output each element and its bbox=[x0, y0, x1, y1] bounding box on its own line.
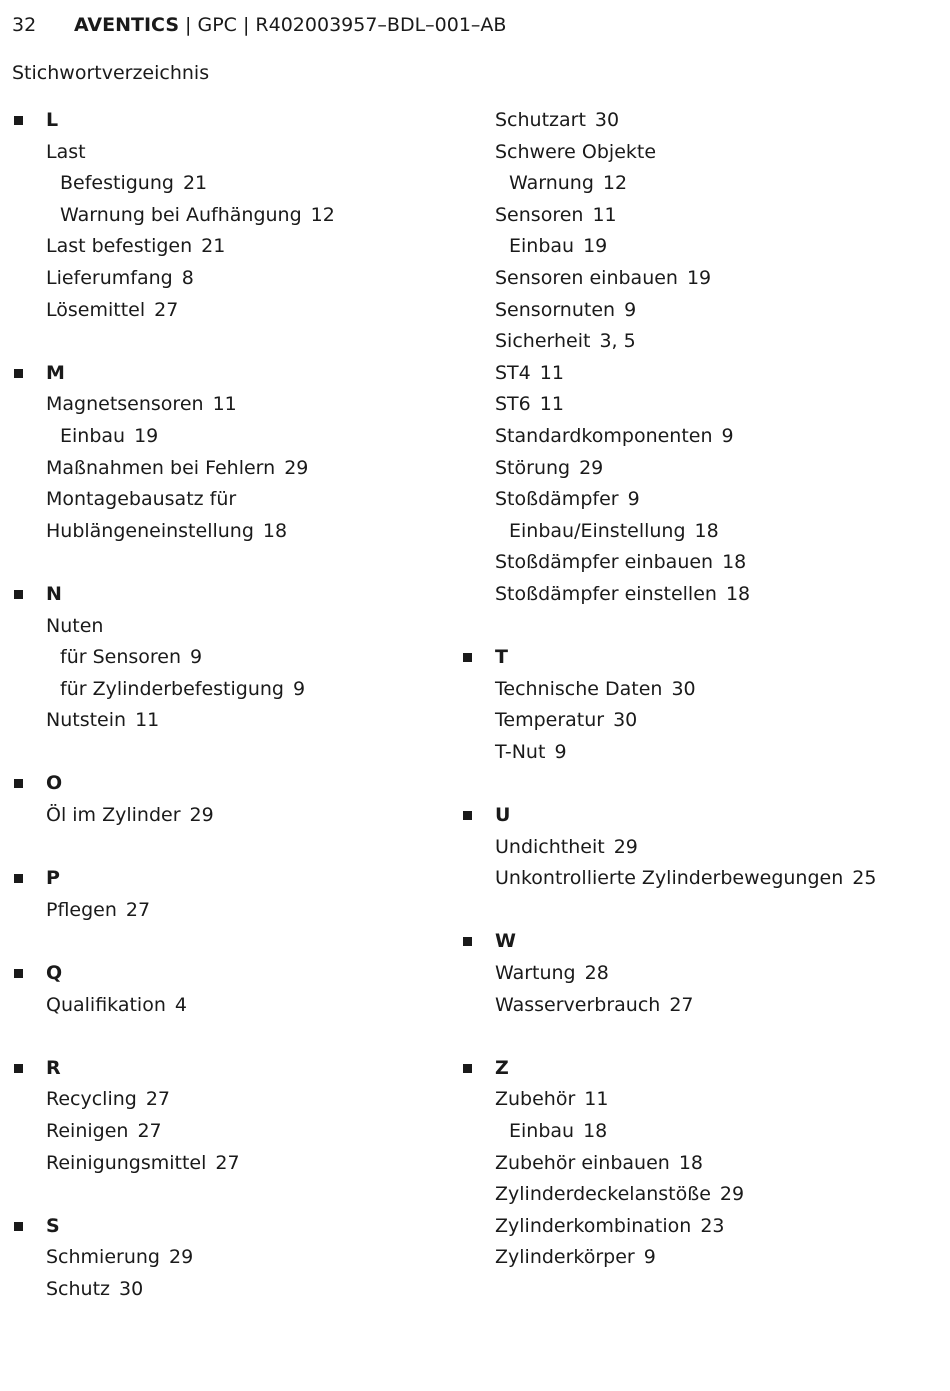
index-entry bbox=[461, 832, 931, 864]
index-page-ref: 18 bbox=[583, 1120, 608, 1142]
index-page-ref: 18 bbox=[262, 519, 288, 542]
index-page-ref: 9 bbox=[721, 424, 734, 447]
square-bullet-icon bbox=[463, 937, 472, 946]
index-entry bbox=[12, 516, 442, 548]
index-term: Last befestigen bbox=[46, 235, 193, 258]
index-term: Nutstein bbox=[46, 709, 127, 732]
index-entry bbox=[461, 737, 931, 769]
index-term: Technische Daten bbox=[495, 677, 663, 700]
index-page-ref: 11 bbox=[592, 203, 617, 226]
index-page-ref: 9 bbox=[190, 646, 203, 669]
index-page-ref: 12 bbox=[602, 172, 628, 195]
index-term: Schwere Objekte bbox=[495, 140, 657, 163]
index-term: Temperatur bbox=[495, 709, 605, 732]
index-page-ref: 27 bbox=[137, 1120, 162, 1142]
index-group bbox=[12, 863, 442, 926]
index-entry bbox=[12, 453, 442, 485]
index-entry bbox=[12, 295, 442, 327]
index-letter: O bbox=[46, 772, 63, 795]
index-page-ref: 9 bbox=[554, 740, 567, 763]
index-term: Zylinderdeckelanstöße bbox=[495, 1183, 711, 1206]
index-term: Qualifikation bbox=[46, 993, 166, 1016]
index-term: Montagebausatz für bbox=[46, 488, 237, 511]
index-entry bbox=[12, 705, 442, 737]
square-bullet-icon bbox=[14, 969, 23, 978]
index-term: Befestigung bbox=[60, 172, 174, 195]
index-entry bbox=[461, 137, 931, 169]
index-term: Nuten bbox=[46, 614, 104, 637]
index-subentry bbox=[12, 642, 442, 674]
index-group bbox=[12, 768, 442, 831]
index-term: Störung bbox=[495, 456, 571, 479]
index-letter-heading bbox=[12, 1053, 442, 1085]
index-term: Warnung bei Aufhängung bbox=[60, 203, 302, 226]
index-entry bbox=[461, 674, 931, 706]
index-term: Sensornuten bbox=[495, 298, 616, 321]
index-term: Sensoren bbox=[495, 203, 584, 226]
index-letter-heading bbox=[12, 358, 442, 390]
index-entry bbox=[12, 1274, 442, 1306]
index-group bbox=[12, 105, 442, 326]
index-term: ST4 bbox=[495, 361, 531, 384]
index-entry bbox=[12, 1116, 442, 1148]
index-letter-heading bbox=[12, 105, 442, 137]
index-term: Öl im Zylinder bbox=[46, 804, 181, 827]
index-entry bbox=[461, 547, 931, 579]
index-term: Stoßdämpfer einbauen bbox=[495, 551, 714, 574]
index-entry bbox=[461, 1179, 931, 1211]
index-entry bbox=[461, 453, 931, 485]
index-entry bbox=[461, 105, 931, 137]
index-group bbox=[12, 579, 442, 737]
index-letter-heading bbox=[461, 642, 931, 674]
index-page-ref: 29 bbox=[719, 1183, 745, 1206]
square-bullet-icon bbox=[14, 590, 23, 599]
index-entry bbox=[461, 1242, 931, 1274]
square-bullet-icon bbox=[463, 1064, 472, 1073]
index-entry bbox=[461, 421, 931, 453]
index-page-ref: 27 bbox=[669, 993, 694, 1016]
index-subentry bbox=[461, 231, 931, 263]
index-term: Einbau bbox=[509, 235, 575, 258]
index-term: Recycling bbox=[46, 1088, 137, 1111]
section-title: Stichwortverzeichnis bbox=[12, 62, 210, 84]
index-page-ref: 11 bbox=[539, 361, 564, 384]
index-letter-heading bbox=[461, 926, 931, 958]
index-term: Sicherheit bbox=[495, 330, 591, 353]
index-entry bbox=[461, 863, 931, 895]
index-term: Pflegen bbox=[46, 898, 117, 921]
index-term: ST6 bbox=[495, 393, 531, 416]
index-entry bbox=[12, 611, 442, 643]
index-letter: U bbox=[495, 804, 511, 827]
index-entry bbox=[461, 1211, 931, 1243]
index-entry bbox=[461, 705, 931, 737]
index-page-ref: 30 bbox=[594, 109, 620, 131]
index-column-right bbox=[461, 105, 931, 1306]
index-group bbox=[461, 926, 931, 1021]
index-letter: P bbox=[46, 867, 60, 890]
index-entry bbox=[12, 484, 442, 516]
index-letter-heading bbox=[461, 1053, 931, 1085]
index-page-ref: 21 bbox=[201, 235, 226, 258]
index-letter-heading bbox=[461, 800, 931, 832]
index-page-ref: 11 bbox=[539, 393, 564, 416]
index-page-ref: 9 bbox=[292, 677, 306, 700]
index-entry bbox=[461, 484, 931, 516]
index-term: Einbau bbox=[509, 1120, 575, 1142]
index-term: Zubehör einbauen bbox=[495, 1151, 670, 1174]
index-page-ref: 18 bbox=[678, 1151, 704, 1174]
index-term: Last bbox=[46, 140, 86, 163]
index-entry bbox=[461, 958, 931, 990]
page-number: 32 bbox=[12, 14, 37, 36]
index-letter: M bbox=[46, 361, 65, 384]
index-subentry bbox=[12, 674, 442, 706]
index-subentry bbox=[461, 516, 931, 548]
index-page-ref: 29 bbox=[189, 804, 214, 827]
index-entry bbox=[461, 295, 931, 327]
index-letter: T bbox=[495, 646, 508, 669]
index-letter-heading bbox=[12, 958, 442, 990]
index-page-ref: 29 bbox=[284, 456, 309, 479]
index-term: Einbau bbox=[60, 424, 126, 447]
index-page-ref: 11 bbox=[584, 1088, 609, 1111]
index-term: Schmierung bbox=[46, 1246, 160, 1269]
index-term: Standardkomponenten bbox=[495, 424, 713, 447]
index-group bbox=[461, 1053, 931, 1274]
index-page-ref: 28 bbox=[584, 962, 609, 985]
index-entry bbox=[12, 1242, 442, 1274]
document-code: | GPC | R402003957–BDL–001–AB bbox=[179, 14, 507, 36]
index-page-ref: 27 bbox=[154, 298, 179, 321]
square-bullet-icon bbox=[14, 1222, 23, 1231]
index-term: für Sensoren bbox=[60, 646, 182, 669]
index-entry bbox=[12, 137, 442, 169]
index-group bbox=[461, 642, 931, 768]
index-term: Reinigungsmittel bbox=[46, 1151, 207, 1174]
index-page-ref: 25 bbox=[852, 867, 877, 890]
index-group bbox=[12, 1211, 442, 1306]
index-page-ref: 29 bbox=[168, 1246, 194, 1269]
index-term: Undichtheit bbox=[495, 835, 605, 858]
index-page-ref: 11 bbox=[135, 709, 160, 732]
index-entry bbox=[12, 231, 442, 263]
index-term: Reinigen bbox=[46, 1120, 129, 1142]
index-subentry bbox=[461, 1116, 931, 1148]
index-term: Zubehör bbox=[495, 1088, 576, 1111]
index-page-ref: 29 bbox=[579, 456, 604, 479]
index-term: T-Nut bbox=[495, 740, 546, 763]
square-bullet-icon bbox=[463, 811, 472, 820]
square-bullet-icon bbox=[14, 369, 23, 378]
index-term: Wartung bbox=[495, 962, 576, 985]
brand-name: AVENTICS bbox=[74, 14, 180, 36]
index-page-ref: 11 bbox=[212, 393, 237, 416]
index-column-left bbox=[12, 105, 442, 1337]
index-term: Stoßdämpfer bbox=[495, 488, 619, 511]
index-page-ref: 12 bbox=[310, 203, 335, 226]
index-group bbox=[12, 358, 442, 548]
index-entry bbox=[12, 1084, 442, 1116]
index-page-ref: 9 bbox=[627, 488, 640, 511]
index-letter: N bbox=[46, 582, 62, 605]
index-page-ref: 3, 5 bbox=[599, 330, 636, 353]
index-letter-heading bbox=[12, 768, 442, 800]
index-page-ref: 27 bbox=[145, 1088, 171, 1111]
index-entry bbox=[12, 263, 442, 295]
index-term: Sensoren einbauen bbox=[495, 266, 678, 289]
index-term: Stoßdämpfer einstellen bbox=[495, 582, 717, 605]
index-page-ref: 18 bbox=[694, 519, 719, 542]
page-header bbox=[12, 12, 506, 38]
index-entry bbox=[461, 389, 931, 421]
index-subentry bbox=[12, 421, 442, 453]
index-term: Magnetsensoren bbox=[46, 393, 204, 416]
index-letter-heading bbox=[12, 1211, 442, 1243]
index-page-ref: 19 bbox=[686, 266, 712, 289]
index-entry bbox=[12, 389, 442, 421]
index-term: Einbau/Einstellung bbox=[509, 519, 686, 542]
index-entry bbox=[461, 326, 931, 358]
index-term: Warnung bbox=[509, 172, 594, 195]
square-bullet-icon bbox=[463, 653, 472, 662]
index-entry bbox=[461, 200, 931, 232]
index-subentry bbox=[461, 168, 931, 200]
index-letter: L bbox=[46, 109, 59, 131]
index-term: Hublängeneinstellung bbox=[46, 519, 254, 542]
index-page-ref: 30 bbox=[613, 709, 638, 732]
index-page-ref: 8 bbox=[181, 266, 194, 289]
index-group bbox=[12, 1053, 442, 1179]
index-entry bbox=[461, 579, 931, 611]
index-term: für Zylinderbefestigung bbox=[60, 677, 284, 700]
index-term: Unkontrollierte Zylinderbewegungen bbox=[495, 867, 844, 890]
index-term: Schutzart bbox=[495, 109, 586, 131]
index-group bbox=[461, 105, 931, 611]
index-term: Wasserverbrauch bbox=[495, 993, 661, 1016]
index-group bbox=[461, 800, 931, 895]
index-page-ref: 23 bbox=[700, 1214, 725, 1237]
index-entry bbox=[12, 800, 442, 832]
index-entry bbox=[461, 358, 931, 390]
square-bullet-icon bbox=[14, 874, 23, 883]
index-group bbox=[12, 958, 442, 1021]
square-bullet-icon bbox=[14, 1064, 23, 1073]
index-page-ref: 9 bbox=[624, 298, 637, 321]
square-bullet-icon bbox=[14, 779, 23, 788]
index-subentry bbox=[12, 168, 442, 200]
index-letter: W bbox=[495, 930, 516, 953]
index-page-ref: 30 bbox=[119, 1277, 144, 1300]
square-bullet-icon bbox=[14, 116, 23, 125]
index-entry bbox=[461, 263, 931, 295]
index-page-ref: 21 bbox=[182, 172, 208, 195]
index-page-ref: 27 bbox=[125, 898, 151, 921]
index-page-ref: 29 bbox=[613, 835, 638, 858]
index-page-ref: 30 bbox=[671, 677, 696, 700]
index-entry bbox=[12, 895, 442, 927]
index-page-ref: 18 bbox=[725, 582, 751, 605]
index-entry bbox=[12, 1148, 442, 1180]
index-page-ref: 18 bbox=[722, 551, 747, 574]
index-subentry bbox=[12, 200, 442, 232]
index-term: Maßnahmen bei Fehlern bbox=[46, 456, 276, 479]
index-term: Zylinderkörper bbox=[495, 1246, 635, 1269]
index-page-ref: 19 bbox=[134, 424, 159, 447]
index-letter-heading bbox=[12, 863, 442, 895]
index-letter: S bbox=[46, 1214, 60, 1237]
index-page-ref: 4 bbox=[174, 993, 187, 1016]
index-entry bbox=[12, 990, 442, 1022]
index-term: Lösemittel bbox=[46, 298, 146, 321]
index-entry bbox=[461, 1148, 931, 1180]
index-letter-heading bbox=[12, 579, 442, 611]
index-letter: R bbox=[46, 1056, 61, 1079]
index-entry bbox=[461, 1084, 931, 1116]
index-term: Schutz bbox=[46, 1277, 111, 1300]
index-term: Lieferumfang bbox=[46, 266, 173, 289]
index-page-ref: 19 bbox=[583, 235, 608, 258]
index-page-ref: 27 bbox=[215, 1151, 240, 1174]
index-page-ref: 9 bbox=[643, 1246, 656, 1269]
index-entry bbox=[461, 990, 931, 1022]
index-term: Zylinderkombination bbox=[495, 1214, 692, 1237]
index-letter: Z bbox=[495, 1056, 509, 1079]
index-letter: Q bbox=[46, 962, 63, 985]
